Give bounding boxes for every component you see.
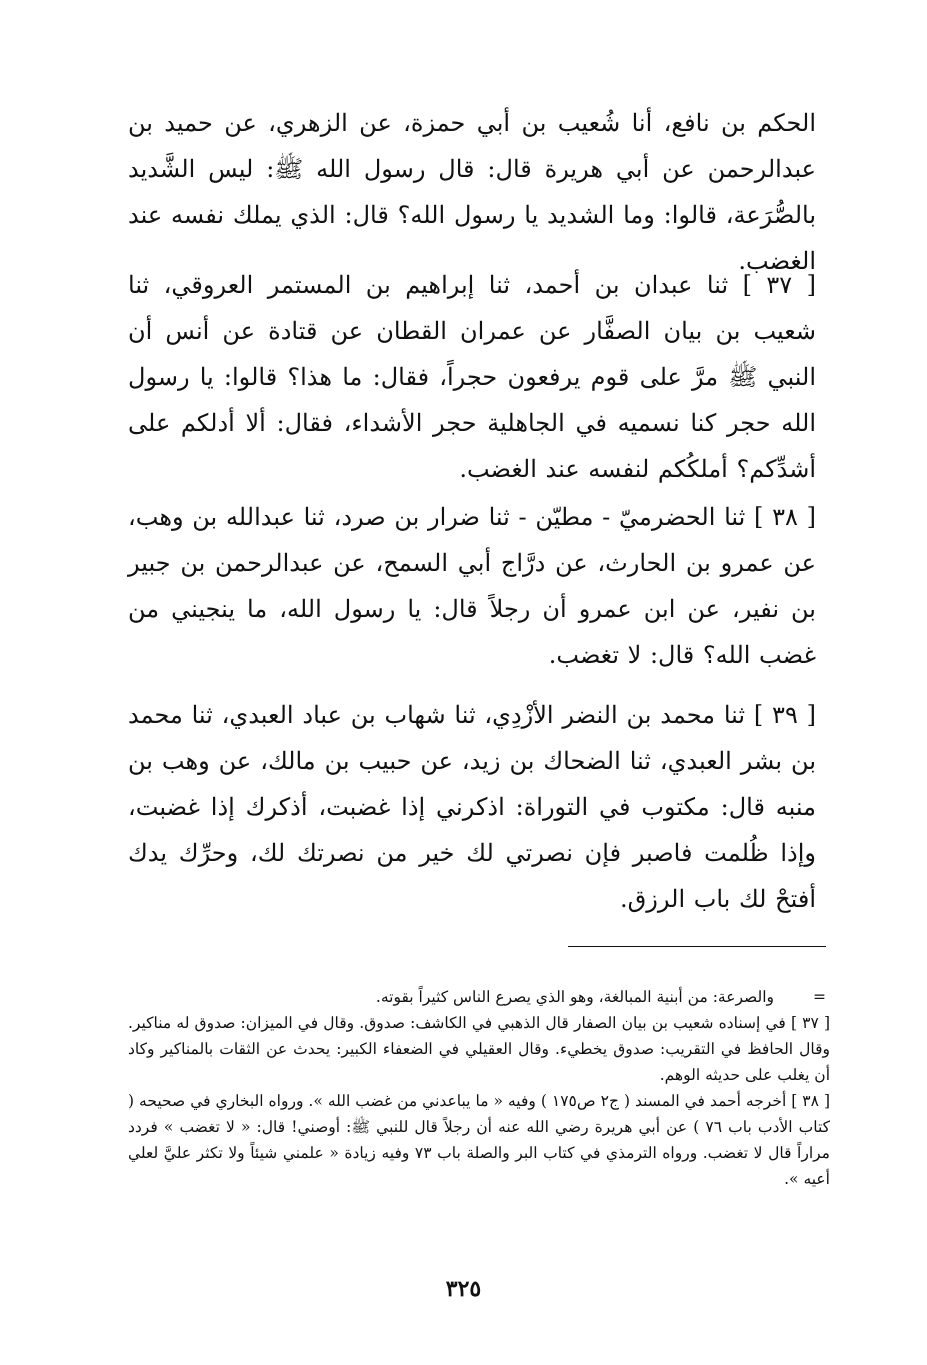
footnotes: [128, 984, 830, 1192]
page-number: ٣٢٥: [445, 1276, 482, 1302]
footnote-item: [ ٣٧ ] في إسناده شعيب بن بيان الصفار قال الذهبي في الكاشف: صدوق. وقال في الميزان: صدوق له مناكير. وقال الحافظ في التقريب: صدوق يخطيء. وقال العقيلي في الضعفاء الكبير: يحدث عن الثقات بالمناكير وكاد أن يغلب على حديثه الوهم.: [128, 1014, 830, 1084]
paragraph-hadith-36-continuation: الحكم بن نافع، أنا شُعيب بن أبي حمزة، عن الزهري، عن حميد بن عبدالرحمن عن أبي هريرة قال: قال رسول الله ﷺ: ليس الشَّديد بالصُّرَعة، قالوا: وما الشديد يا رسول الله؟ قال: الذي يملك نفسه عند الغضب.: [128, 109, 816, 275]
paragraph-hadith-38: [ ٣٨ ] ثنا الحضرميّ - مطيّن - ثنا ضرار بن صرد، ثنا عبدالله بن وهب، عن عمرو بن الحارث، عن درَّاج أبي السمح، عن عبدالرحمن بن جبير بن نفير، عن ابن عمرو أن رجلاً قال: يا رسول الله، ما ينجيني من غضب الله؟ قال: لا تغضب.: [128, 503, 817, 669]
footnote-item: [128, 984, 830, 1010]
footnote-continuation-marker: =: [813, 988, 826, 1006]
footnote-item: [ ٣٨ ] أخرجه أحمد في المسند ( ج٢ ص١٧٥ ) وفيه « ما يباعدني من غضب الله ». ورواه البخاري في صحيحه ( كتاب الأدب باب ٧٦ ) عن أبي هريرة رضي الله عنه أن رجلاً قال للنبي ﷺ: أوصني! قال: « لا تغضب » فردد مراراً قال لا تغضب. ورواه الترمذي في كتاب البر والصلة باب ٧٣ وفيه زيادة « علمني شيئاً ولا تكثر عليَّ لعلي أعيه ».: [128, 1092, 831, 1188]
paragraph-hadith-37: [ ٣٧ ] ثنا عبدان بن أحمد، ثنا إبراهيم بن المستمر العروقي، ثنا شعيب بن بيان الصفَّار عن عمران القطان عن قتادة عن أنس أن النبي ﷺ مرَّ على قوم يرفعون حجراً، فقال: ما هذا؟ قالوا: يا رسول الله حجر كنا نسميه في الجاهلية حجر الأشداء، فقال: ألا أدلكم على أشدِّكم؟ أملكُكم لنفسه عند الغضب.: [128, 271, 817, 483]
paragraph-hadith-39: [ ٣٩ ] ثنا محمد بن النضر الأزْدِي، ثنا شهاب بن عباد العبدي، ثنا محمد بن بشر العبدي، ثنا الضحاك بن زيد، عن حبيب بن مالك، عن وهب بن منبه قال: مكتوب في التوراة: اذكرني إذا غضبت، أذكرك إذا غضبت، وإذا ظُلمت فاصبر فإن نصرتي لك خير من نصرتك لك، وحرِّك يدك أفتحْ لك باب الرزق.: [128, 701, 816, 913]
footnote-divider: [568, 946, 826, 947]
footnote-text: والصرعة: من أبنية المبالغة، وهو الذي يصرع الناس كثيراً بقوته.: [375, 988, 774, 1006]
